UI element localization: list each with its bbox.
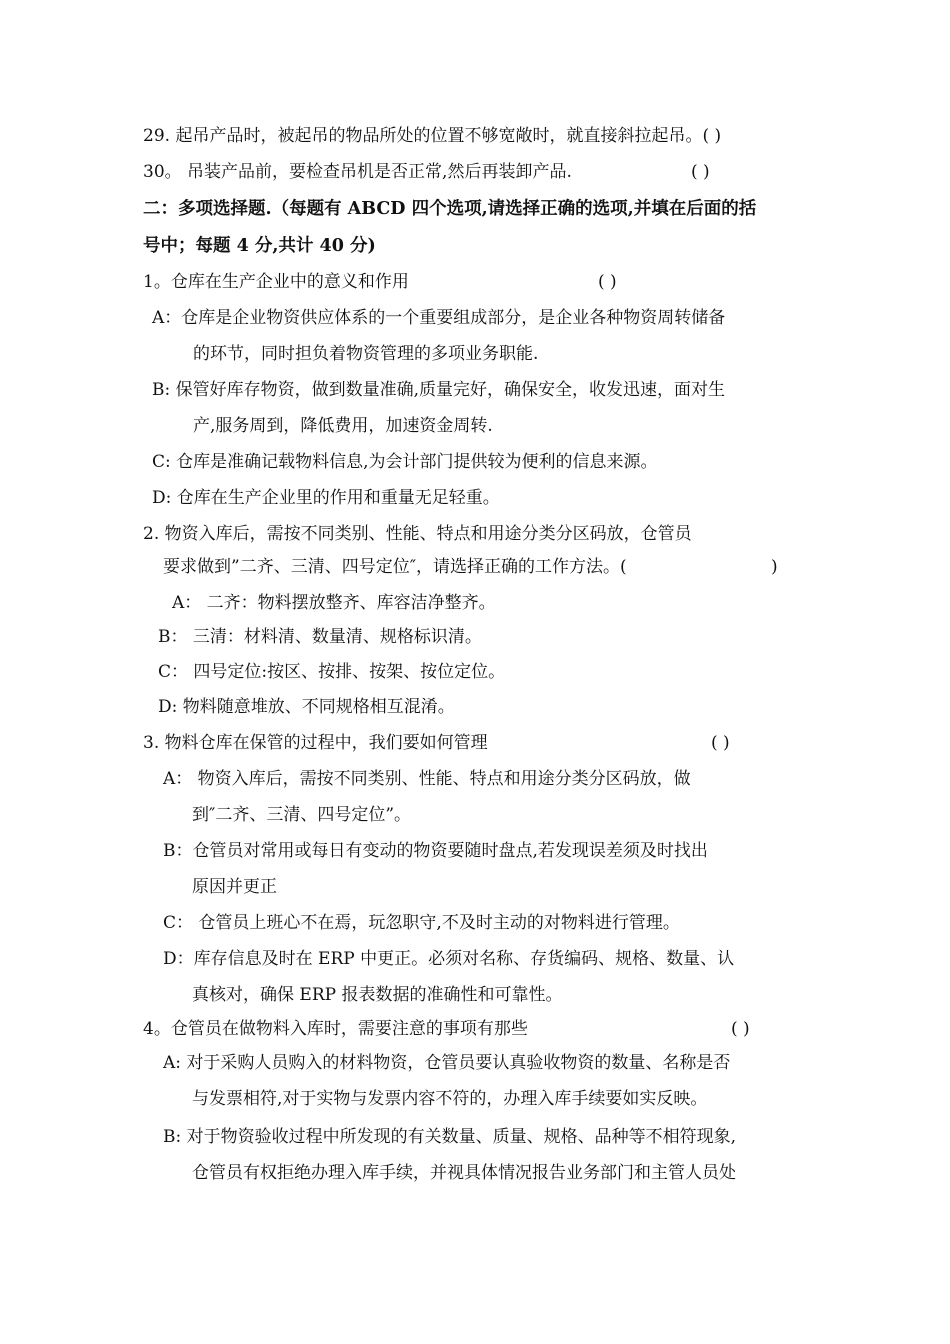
option-1b-continued: 产,服务周到，降低费用，加速资金周转. xyxy=(193,416,493,436)
option-4b-continued: 仓管员有权拒绝办理入库手续，并视具体情况报告业务部门和主管人员处 xyxy=(192,1163,736,1183)
question-2: 2. 物资入库后，需按不同类别、性能、特点和用途分类分区码放，仓管员 xyxy=(143,524,692,544)
option-3a: A： 物资入库后，需按不同类别、性能、特点和用途分类分区码放，做 xyxy=(163,769,691,789)
option-2a: A： 二齐：物料摆放整齐、库容洁净整齐。 xyxy=(172,593,496,613)
option-1d: D: 仓库在生产企业里的作用和重量无足轻重。 xyxy=(152,488,500,508)
answer-parentheses: ( ) xyxy=(731,1019,750,1039)
section-heading-continued: 号中；每题 4 分,共计 40 分) xyxy=(143,236,376,256)
question-1: 1。仓库在生产企业中的意义和作用 ( ) xyxy=(143,272,617,292)
option-3b-continued: 原因并更正 xyxy=(192,877,277,897)
answer-parentheses: ( ) xyxy=(691,162,710,182)
answer-parentheses: ( ) xyxy=(711,733,730,753)
question-29: 29. 起吊产品时，被起吊的物品所处的位置不够宽敞时，就直接斜拉起吊。( ) xyxy=(143,126,722,146)
section-heading: 二：多项选择题.（每题有 ABCD 四个选项,请选择正确的选项,并填在后面的括 xyxy=(143,199,757,219)
option-1c: C: 仓库是准确记载物料信息,为会计部门提供较为便利的信息来源。 xyxy=(152,452,658,472)
option-2c: C： 四号定位:按区、按排、按架、按位定位。 xyxy=(158,662,506,682)
option-1a: A：仓库是企业物资供应体系的一个重要组成部分，是企业各种物资周转储备 xyxy=(152,308,726,328)
question-2-continued: 要求做到”二齐、三清、四号定位″，请选择正确的工作方法。( ) xyxy=(163,557,778,577)
question-4: 4。仓管员在做物料入库时，需要注意的事项有那些 ( ) xyxy=(143,1019,750,1039)
option-3c: C： 仓管员上班心不在焉，玩忽职守,不及时主动的对物料进行管理。 xyxy=(163,913,680,933)
option-4b: B: 对于物资验收过程中所发现的有关数量、质量、规格、品种等不相符现象, xyxy=(163,1127,737,1147)
question-3: 3. 物料仓库在保管的过程中，我们要如何管理 ( ) xyxy=(143,733,730,753)
option-2d: D: 物料随意堆放、不同规格相互混淆。 xyxy=(158,697,455,717)
option-1a-continued: 的环节，同时担负着物资管理的多项业务职能. xyxy=(193,344,539,364)
option-4a-continued: 与发票相符,对于实物与发票内容不符的，办理入库手续要如实反映。 xyxy=(192,1089,708,1109)
option-2b: B： 三清：材料清、数量清、规格标识清。 xyxy=(158,627,482,647)
answer-parentheses: ( ) xyxy=(598,272,617,292)
option-3d: D：库存信息及时在 ERP 中更正。必须对名称、存货编码、规格、数量、认 xyxy=(163,949,735,969)
option-1b: B: 保管好库存物资，做到数量准确,质量完好，确保安全，收发迅速，面对生 xyxy=(152,380,726,400)
option-4a: A: 对于采购人员购入的材料物资，仓管员要认真验收物资的数量、名称是否 xyxy=(163,1053,731,1073)
answer-parentheses: ) xyxy=(771,557,778,577)
option-3d-continued: 真核对，确保 ERP 报表数据的准确性和可靠性。 xyxy=(192,985,563,1005)
question-30: 30。 吊装产品前，要检查吊机是否正常,然后再装卸产品. ( ) xyxy=(143,162,710,182)
option-3b: B：仓管员对常用或每日有变动的物资要随时盘点,若发现误差须及时找出 xyxy=(163,841,708,861)
option-3a-continued: 到″二齐、三清、四号定位”。 xyxy=(192,805,412,825)
